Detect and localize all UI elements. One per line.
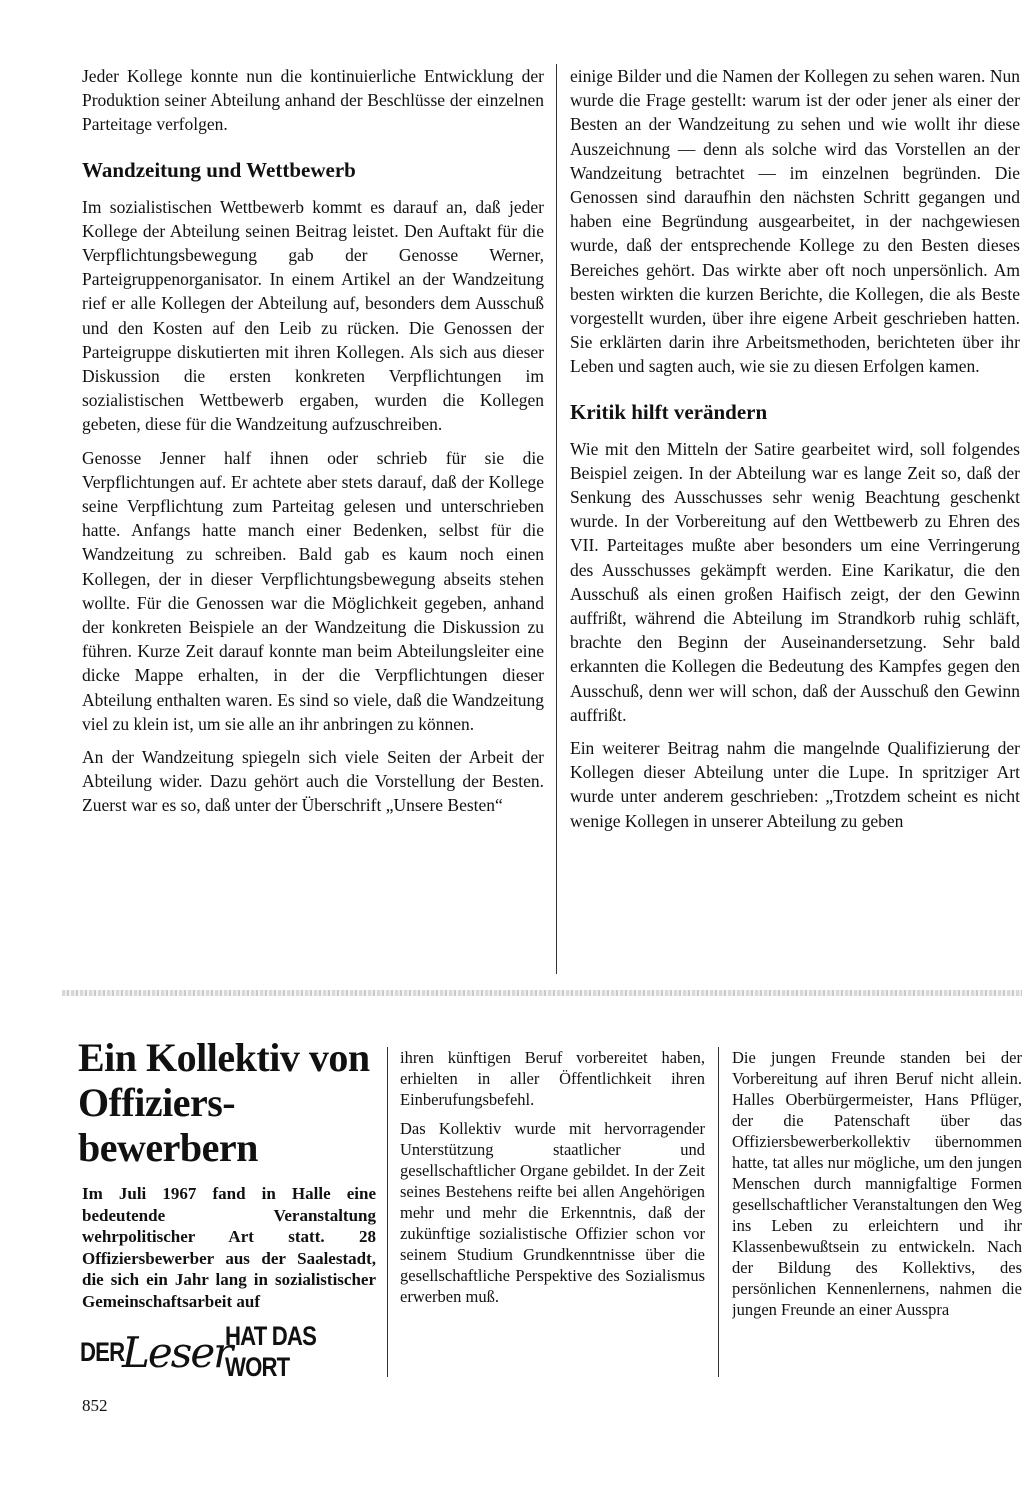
paragraph: Das Kollektiv wurde mit hervorragender Unterstützung staatlicher und gesellschaftlicher Organe gebildet. In der Zeit seines Bestehens reifte bei allen Angehörigen mehr und mehr die Erkenntnis, daß der zukünftige sozialistische Offizier schon vor seinem Studium Grundkenntnisse über die gesellschaftliche Perspektive des Sozialismus erwerben muß.	[400, 1119, 705, 1306]
paragraph: Ein weiterer Beitrag nahm die mangelnde Qualifizierung der Kollegen dieser Abteilung unter die Lupe. In spritziger Art wurde unter anderem geschrieben: „Trotzdem scheint es nicht wenige Kollegen in unserer Abteilung zu geben	[570, 738, 1020, 831]
column-divider	[387, 1047, 388, 1377]
paragraph: Wie mit den Mitteln der Satire gearbeitet wird, soll folgendes Beispiel zeigen. In der Abteilung war es lange Zeit so, daß der Senkung des Ausschusses sehr wenig Beachtung geschenkt wurde. In der Vorbereitung auf den Wettbewerb zu Ehren des VII. Parteitages mußte aber besonders um eine Verringerung des Ausschusses gekämpft werden. Eine Karikatur, die den Ausschuß als einen großen Haifisch zeigt, der den Gewinn auffrißt, während die Abteilung im Strandkorb ruhig schläft, brachte den Beginn der Auseinandersetzung. Sehr bald erkannten die Kollegen die Bedeutung des Kampfes gegen den Ausschuß, denn wer will schon, daß der Ausschuß den Gewinn auffrißt.	[570, 438, 1020, 725]
paragraph: Die jungen Freunde standen bei der Vorbereitung auf ihren Beruf nicht allein. Halles Oberbürgermeister, Hans Pflüger, der die Patenschaft über das Offiziersbewerberkollektiv übernommen hatte, tat alles nur mögliche, um den jungen Menschen durch mannigfaltige Formen gesellschaftlicher Veranstaltungen den Weg ins Leben zu erleichtern und ihr Klassenbewußtsein zu entwickeln. Nach der Bildung des Kollektivs, des persönlichen Kennenlernens, nahmen die jungen Freunde an einer Ausspra	[732, 1048, 1022, 1319]
column-divider	[718, 1047, 719, 1377]
column-top-right	[570, 64, 1020, 842]
logo-word-der: DER	[80, 1336, 125, 1367]
column-bottom-middle	[400, 1047, 705, 1315]
section-heading-kritik: Kritik hilft verändern	[570, 399, 768, 424]
paragraph: ihren künftigen Beruf vorbereitet haben, erhielten in aller Öffentlichkeit ihren Einberufungsbefehl.	[400, 1048, 705, 1109]
paragraph: Im sozialistischen Wettbewerb kommt es darauf an, daß jeder Kollege der Abteilung seinen Beitrag leistet. Den Auftakt für die Verpflichtungsbewegung gab der Genosse Werner, Parteigruppenorganisator. In einem Artikel an der Wandzeitung rief er alle Kollegen der Abteilung auf, besonders dem Ausschuß und den Kosten auf den Leib zu rücken. Die Genossen der Parteigruppe diskutierten mit ihren Kollegen. Als sich aus dieser Diskussion die ersten konkreten Verpflichtungen im sozialistischen Wettbewerb ergaben, wurden die Kollegen gebeten, diese für die Wandzeitung aufzuschreiben.	[82, 196, 544, 435]
logo-script-leser: Leser	[122, 1327, 232, 1377]
column-top-left	[82, 64, 544, 827]
column-bottom-right	[732, 1047, 1022, 1320]
logo-word-hat-das-wort: HAT DAS WORT	[225, 1321, 317, 1382]
article-intro: Im Juli 1967 fand in Halle eine bedeutende Veranstaltung wehrpolitischer Art statt. 28 Offiziersbewerber aus der Saalestadt, die sich ein Jahr lang in sozialistischer Gemeinschaftsarbeit auf	[82, 1184, 376, 1311]
paragraph: An der Wandzeitung spiegeln sich viele Seiten der Arbeit der Abteilung wider. Dazu gehört auch die Vorstellung der Besten. Zuerst war es so, daß unter der Überschrift „Unsere Besten“	[82, 747, 544, 816]
article-headline: Ein Kollektiv von Offiziers-bewerbern	[78, 1035, 370, 1170]
column-divider	[556, 64, 557, 974]
section-heading-wandzeitung: Wandzeitung und Wettbewerb	[82, 157, 356, 182]
section-separator	[62, 990, 1022, 996]
paragraph: einige Bilder und die Namen der Kollegen zu sehen waren. Nun wurde die Frage gestellt: warum ist der oder jener als einer der Besten an der Wandzeitung zu sehen und wie wollt ihr diese Auszeichnung — denn als solche wird das Vorstellen an der Wandzeitung betrachtet — im einzelnen begründen. Die Genossen sind daraufhin den nächsten Schritt gegangen und haben eine Begründung ausgearbeitet, in der nachgewiesen wurde, daß der entsprechende Kollege zu den Besten dieses Bereiches gehört. Das wirkte aber oft noch unpersönlich. Am besten wirkten die kurzen Berichte, die Kollegen, die als Beste vorgestellt wurden, über ihre eigene Arbeit geschrieben hatten. Sie erklärten darin ihre Arbeitsmethoden, berichteten über ihr Leben und sagten auch, wie sie zu diesen Erfolgen kamen.	[570, 66, 1020, 377]
paragraph: Genosse Jenner half ihnen oder schrieb für sie die Verpflichtungen auf. Er achtete aber stets darauf, daß der Kollege seine Verpflichtung zum Parteitag gelesen und unterschrieben hatte. Anfangs hatte manch einer Bedenken, selbst für die Wandzeitung zu schreiben. Bald gab es kaum noch einen Kollegen, der in dieser Verpflichtungsbewegung abseits stehen wollte. Für die Genossen war die Möglichkeit gegeben, anhand der konkreten Beispiele an der Wandzeitung die Diskussion zu führen. Kurze Zeit darauf konnte man beim Abteilungsleiter eine dicke Mappe erhalten, in der die Verpflichtungen dieser Abteilung enthalten waren. Es sind so viele, daß die Wandzeitung viel zu klein ist, um sie alle an ihr anbringen zu können.	[82, 447, 544, 734]
leser-hat-das-wort-logo	[80, 1322, 380, 1382]
paragraph: Jeder Kollege konnte nun die kontinuierliche Entwicklung der Produktion seiner Abteilung anhand der Beschlüsse der einzelnen Parteitage verfolgen.	[82, 66, 544, 135]
page-number: 852	[82, 1396, 108, 1415]
